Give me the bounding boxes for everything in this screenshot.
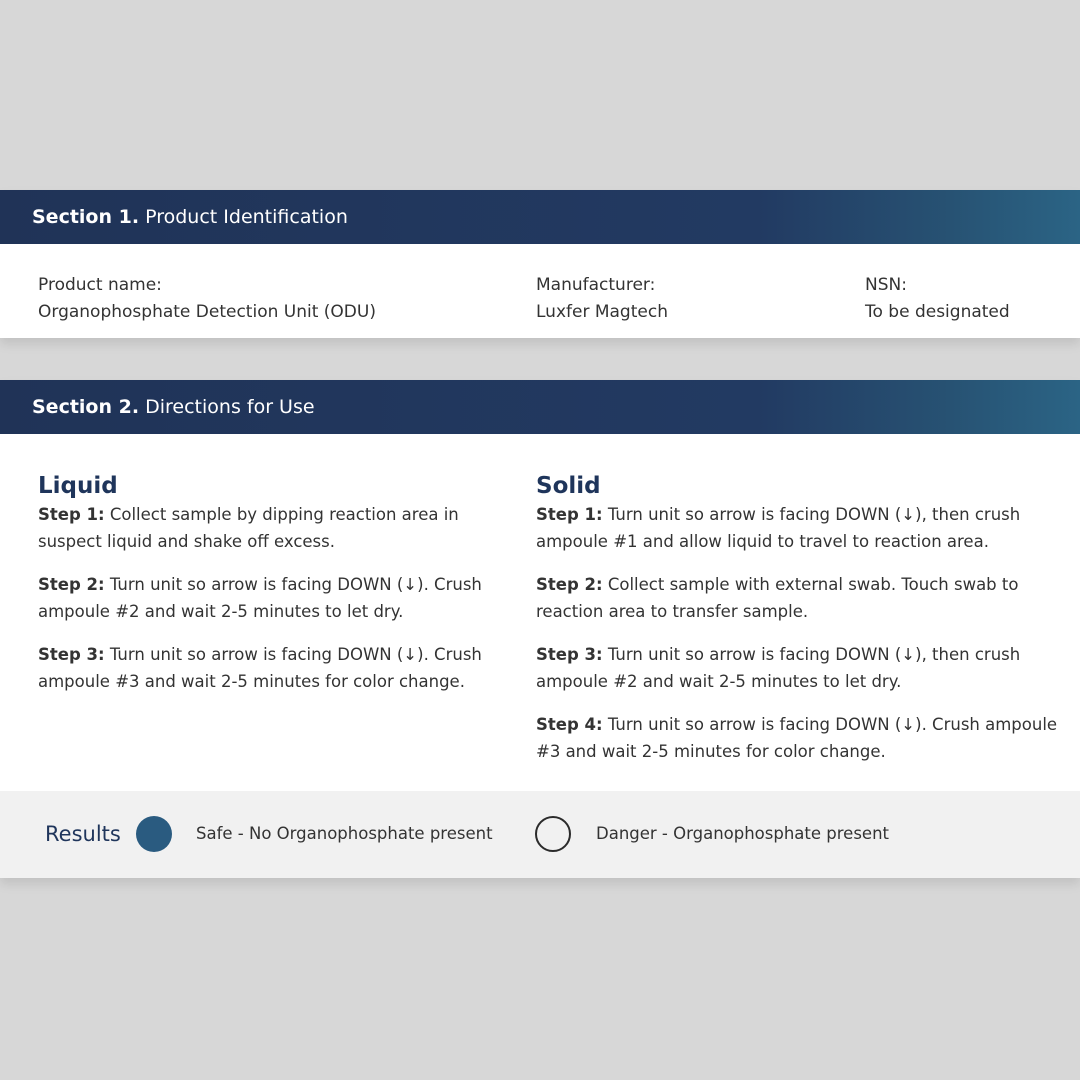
liquid-title: Liquid bbox=[38, 473, 118, 499]
nsn-field bbox=[865, 272, 1010, 326]
liquid-step-1 bbox=[38, 501, 488, 555]
product-name-field bbox=[38, 272, 376, 326]
manufacturer-value: Luxfer Magtech bbox=[536, 302, 668, 322]
safe-filled-circle-icon bbox=[136, 816, 172, 852]
step-label: Step 2: bbox=[536, 575, 603, 594]
step-text: Turn unit so arrow is facing DOWN (↓). Crush ampoule #3 and wait 2-5 minutes for color change. bbox=[536, 715, 1058, 761]
step-text: Turn unit so arrow is facing DOWN (↓), then crush ampoule #2 and wait 2-5 minutes to let dry. bbox=[536, 645, 1021, 691]
step-text: Turn unit so arrow is facing DOWN (↓). Crush ampoule #3 and wait 2-5 minutes for color change. bbox=[38, 645, 482, 691]
product-name-value: Organophosphate Detection Unit (ODU) bbox=[38, 302, 376, 322]
solid-title: Solid bbox=[536, 473, 601, 499]
danger-result-text: Danger - Organophosphate present bbox=[596, 824, 889, 843]
step-label: Step 3: bbox=[38, 645, 105, 664]
solid-step-3 bbox=[536, 641, 1066, 695]
step-label: Step 2: bbox=[38, 575, 105, 594]
solid-directions bbox=[536, 472, 1066, 781]
manufacturer-label: Manufacturer: bbox=[536, 275, 656, 295]
section-1-number: Section 1. bbox=[32, 206, 140, 228]
product-name-label: Product name: bbox=[38, 275, 162, 295]
step-text: Turn unit so arrow is facing DOWN (↓), then crush ampoule #1 and allow liquid to travel to reaction area. bbox=[536, 505, 1021, 551]
section-1-title: Product Identification bbox=[145, 206, 348, 228]
section-1-header bbox=[0, 190, 1080, 244]
manufacturer-field bbox=[536, 272, 668, 326]
liquid-step-2 bbox=[38, 571, 488, 625]
step-text: Collect sample by dipping reaction area in suspect liquid and shake off excess. bbox=[38, 505, 459, 551]
safe-result-text: Safe - No Organophosphate present bbox=[196, 824, 493, 843]
step-label: Step 1: bbox=[536, 505, 603, 524]
section-2-card bbox=[0, 380, 1080, 878]
liquid-step-3 bbox=[38, 641, 488, 695]
results-title: Results bbox=[45, 822, 121, 846]
results-bar bbox=[0, 791, 1080, 878]
solid-step-1 bbox=[536, 501, 1066, 555]
section-2-title: Directions for Use bbox=[145, 396, 315, 418]
step-label: Step 3: bbox=[536, 645, 603, 664]
step-text: Turn unit so arrow is facing DOWN (↓). Crush ampoule #2 and wait 2-5 minutes to let dry. bbox=[38, 575, 482, 621]
nsn-label: NSN: bbox=[865, 275, 907, 295]
danger-empty-circle-icon bbox=[535, 816, 571, 852]
section-2-number: Section 2. bbox=[32, 396, 140, 418]
step-label: Step 1: bbox=[38, 505, 105, 524]
solid-step-4 bbox=[536, 711, 1066, 765]
section-2-header bbox=[0, 380, 1080, 434]
section-1-card bbox=[0, 190, 1080, 338]
liquid-directions bbox=[38, 472, 488, 711]
nsn-value: To be designated bbox=[865, 302, 1010, 322]
step-text: Collect sample with external swab. Touch swab to reaction area to transfer sample. bbox=[536, 575, 1019, 621]
solid-step-2 bbox=[536, 571, 1066, 625]
step-label: Step 4: bbox=[536, 715, 603, 734]
